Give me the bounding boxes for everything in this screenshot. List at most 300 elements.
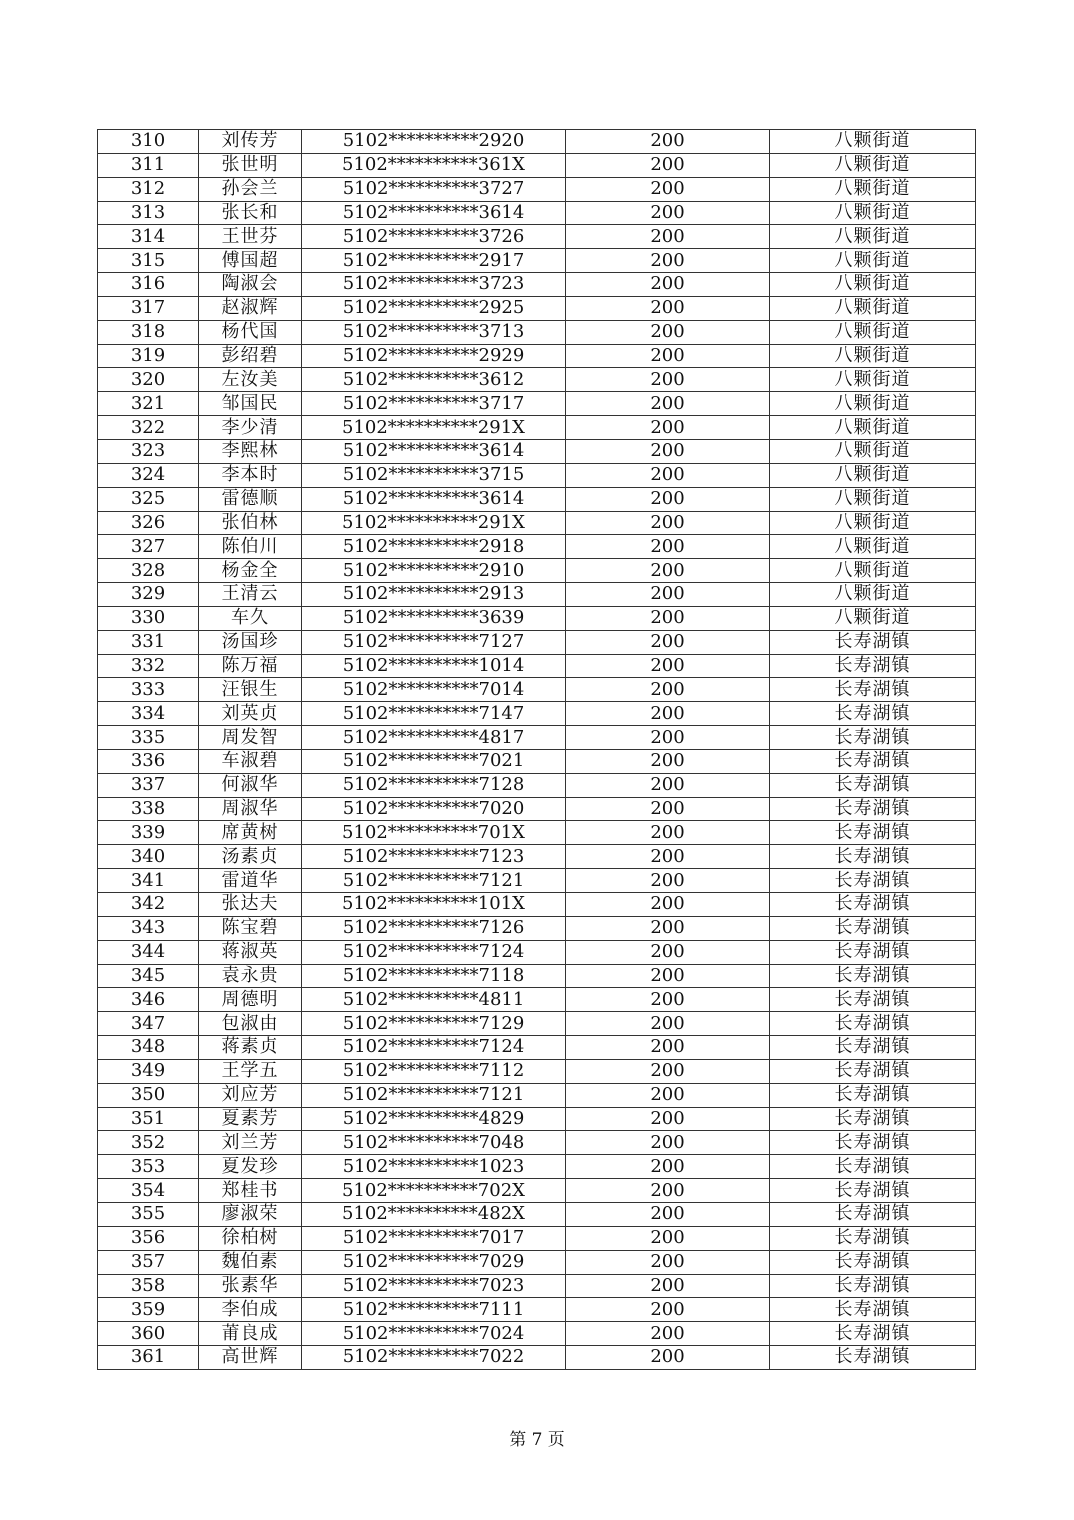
area-cell: 八颗街道 xyxy=(770,606,976,630)
name-cell: 汤国珍 xyxy=(199,630,302,654)
table-row xyxy=(98,177,976,201)
name-cell: 汤素贞 xyxy=(199,845,302,869)
amount-cell: 200 xyxy=(566,916,770,940)
row-number-cell: 318 xyxy=(98,320,199,344)
amount-cell: 200 xyxy=(566,487,770,511)
area-cell: 八颗街道 xyxy=(770,439,976,463)
amount-cell: 200 xyxy=(566,177,770,201)
name-cell: 彭绍碧 xyxy=(199,344,302,368)
name-cell: 王学五 xyxy=(199,1059,302,1083)
id-number-cell: 5102**********3726 xyxy=(302,225,566,249)
name-cell: 周淑华 xyxy=(199,797,302,821)
row-number-cell: 353 xyxy=(98,1155,199,1179)
area-cell: 长寿湖镇 xyxy=(770,988,976,1012)
row-number-cell: 361 xyxy=(98,1346,199,1370)
name-cell: 陈伯川 xyxy=(199,535,302,559)
row-number-cell: 325 xyxy=(98,487,199,511)
name-cell: 张素华 xyxy=(199,1274,302,1298)
id-number-cell: 5102**********7127 xyxy=(302,630,566,654)
amount-cell: 200 xyxy=(566,630,770,654)
name-cell: 蒋素贞 xyxy=(199,1036,302,1060)
amount-cell: 200 xyxy=(566,988,770,1012)
table-row xyxy=(98,559,976,583)
name-cell: 李熙林 xyxy=(199,439,302,463)
table-row xyxy=(98,1226,976,1250)
name-cell: 蒋淑英 xyxy=(199,940,302,964)
row-number-cell: 326 xyxy=(98,511,199,535)
table-row xyxy=(98,416,976,440)
id-number-cell: 5102**********482X xyxy=(302,1202,566,1226)
name-cell: 傅国超 xyxy=(199,249,302,273)
area-cell: 八颗街道 xyxy=(770,320,976,344)
amount-cell: 200 xyxy=(566,797,770,821)
id-number-cell: 5102**********7112 xyxy=(302,1059,566,1083)
row-number-cell: 322 xyxy=(98,416,199,440)
table-row xyxy=(98,678,976,702)
id-number-cell: 5102**********7048 xyxy=(302,1131,566,1155)
table-row xyxy=(98,344,976,368)
row-number-cell: 335 xyxy=(98,726,199,750)
amount-cell: 200 xyxy=(566,559,770,583)
table-row xyxy=(98,893,976,917)
area-cell: 八颗街道 xyxy=(770,583,976,607)
amount-cell: 200 xyxy=(566,678,770,702)
name-cell: 周发智 xyxy=(199,726,302,750)
amount-cell: 200 xyxy=(566,1107,770,1131)
area-cell: 八颗街道 xyxy=(770,487,976,511)
id-number-cell: 5102**********4817 xyxy=(302,726,566,750)
table-row xyxy=(98,797,976,821)
amount-cell: 200 xyxy=(566,1346,770,1370)
table-row xyxy=(98,1083,976,1107)
name-cell: 赵淑辉 xyxy=(199,296,302,320)
area-cell: 长寿湖镇 xyxy=(770,845,976,869)
area-cell: 八颗街道 xyxy=(770,130,976,154)
id-number-cell: 5102**********3612 xyxy=(302,368,566,392)
area-cell: 八颗街道 xyxy=(770,344,976,368)
id-number-cell: 5102**********101X xyxy=(302,893,566,917)
amount-cell: 200 xyxy=(566,869,770,893)
amount-cell: 200 xyxy=(566,535,770,559)
table-row xyxy=(98,225,976,249)
area-cell: 长寿湖镇 xyxy=(770,1107,976,1131)
row-number-cell: 319 xyxy=(98,344,199,368)
row-number-cell: 338 xyxy=(98,797,199,821)
id-number-cell: 5102**********3639 xyxy=(302,606,566,630)
name-cell: 包淑由 xyxy=(199,1012,302,1036)
table-row xyxy=(98,749,976,773)
table-row xyxy=(98,1107,976,1131)
area-cell: 长寿湖镇 xyxy=(770,1250,976,1274)
amount-cell: 200 xyxy=(566,1012,770,1036)
table-row xyxy=(98,1346,976,1370)
amount-cell: 200 xyxy=(566,225,770,249)
row-number-cell: 316 xyxy=(98,273,199,297)
area-cell: 八颗街道 xyxy=(770,225,976,249)
area-cell: 长寿湖镇 xyxy=(770,773,976,797)
row-number-cell: 348 xyxy=(98,1036,199,1060)
amount-cell: 200 xyxy=(566,130,770,154)
id-number-cell: 5102**********3713 xyxy=(302,320,566,344)
table-row xyxy=(98,201,976,225)
area-cell: 八颗街道 xyxy=(770,416,976,440)
name-cell: 莆良成 xyxy=(199,1322,302,1346)
row-number-cell: 345 xyxy=(98,964,199,988)
amount-cell: 200 xyxy=(566,821,770,845)
area-cell: 长寿湖镇 xyxy=(770,654,976,678)
row-number-cell: 343 xyxy=(98,916,199,940)
id-number-cell: 5102**********4811 xyxy=(302,988,566,1012)
id-number-cell: 5102**********291X xyxy=(302,511,566,535)
amount-cell: 200 xyxy=(566,1179,770,1203)
name-cell: 左汝美 xyxy=(199,368,302,392)
area-cell: 长寿湖镇 xyxy=(770,1131,976,1155)
amount-cell: 200 xyxy=(566,273,770,297)
table-row xyxy=(98,821,976,845)
id-number-cell: 5102**********361X xyxy=(302,153,566,177)
amount-cell: 200 xyxy=(566,1059,770,1083)
id-number-cell: 5102**********3614 xyxy=(302,201,566,225)
amount-cell: 200 xyxy=(566,153,770,177)
table-row xyxy=(98,249,976,273)
row-number-cell: 358 xyxy=(98,1274,199,1298)
amount-cell: 200 xyxy=(566,1250,770,1274)
name-cell: 李少清 xyxy=(199,416,302,440)
row-number-cell: 355 xyxy=(98,1202,199,1226)
id-number-cell: 5102**********7014 xyxy=(302,678,566,702)
area-cell: 长寿湖镇 xyxy=(770,869,976,893)
name-cell: 廖淑荣 xyxy=(199,1202,302,1226)
area-cell: 长寿湖镇 xyxy=(770,1036,976,1060)
name-cell: 邹国民 xyxy=(199,392,302,416)
table-row xyxy=(98,630,976,654)
area-cell: 长寿湖镇 xyxy=(770,797,976,821)
table-row xyxy=(98,130,976,154)
amount-cell: 200 xyxy=(566,893,770,917)
name-cell: 雷德顺 xyxy=(199,487,302,511)
name-cell: 王世芬 xyxy=(199,225,302,249)
amount-cell: 200 xyxy=(566,654,770,678)
amount-cell: 200 xyxy=(566,1083,770,1107)
id-number-cell: 5102**********7029 xyxy=(302,1250,566,1274)
row-number-cell: 349 xyxy=(98,1059,199,1083)
area-cell: 八颗街道 xyxy=(770,535,976,559)
row-number-cell: 317 xyxy=(98,296,199,320)
table-row xyxy=(98,439,976,463)
row-number-cell: 341 xyxy=(98,869,199,893)
table-row xyxy=(98,869,976,893)
amount-cell: 200 xyxy=(566,702,770,726)
name-cell: 夏发珍 xyxy=(199,1155,302,1179)
table-row xyxy=(98,273,976,297)
name-cell: 刘应芳 xyxy=(199,1083,302,1107)
table-row xyxy=(98,940,976,964)
id-number-cell: 5102**********7124 xyxy=(302,940,566,964)
id-number-cell: 5102**********7118 xyxy=(302,964,566,988)
row-number-cell: 310 xyxy=(98,130,199,154)
name-cell: 车淑碧 xyxy=(199,749,302,773)
amount-cell: 200 xyxy=(566,463,770,487)
table-row xyxy=(98,1322,976,1346)
table-row xyxy=(98,988,976,1012)
row-number-cell: 344 xyxy=(98,940,199,964)
amount-cell: 200 xyxy=(566,368,770,392)
area-cell: 长寿湖镇 xyxy=(770,964,976,988)
table-row xyxy=(98,1131,976,1155)
id-number-cell: 5102**********7017 xyxy=(302,1226,566,1250)
table-row xyxy=(98,487,976,511)
name-cell: 李伯成 xyxy=(199,1298,302,1322)
area-cell: 长寿湖镇 xyxy=(770,1346,976,1370)
amount-cell: 200 xyxy=(566,1131,770,1155)
name-cell: 陶淑会 xyxy=(199,273,302,297)
table-row xyxy=(98,964,976,988)
id-number-cell: 5102**********2929 xyxy=(302,344,566,368)
table-row xyxy=(98,1250,976,1274)
area-cell: 长寿湖镇 xyxy=(770,726,976,750)
area-cell: 长寿湖镇 xyxy=(770,1155,976,1179)
id-number-cell: 5102**********7023 xyxy=(302,1274,566,1298)
id-number-cell: 5102**********7129 xyxy=(302,1012,566,1036)
id-number-cell: 5102**********7111 xyxy=(302,1298,566,1322)
amount-cell: 200 xyxy=(566,964,770,988)
name-cell: 陈万福 xyxy=(199,654,302,678)
table-row xyxy=(98,1036,976,1060)
table-row xyxy=(98,1298,976,1322)
row-number-cell: 321 xyxy=(98,392,199,416)
amount-cell: 200 xyxy=(566,344,770,368)
id-number-cell: 5102**********3614 xyxy=(302,487,566,511)
name-cell: 孙会兰 xyxy=(199,177,302,201)
id-number-cell: 5102**********2910 xyxy=(302,559,566,583)
table-row xyxy=(98,916,976,940)
id-number-cell: 5102**********702X xyxy=(302,1179,566,1203)
area-cell: 八颗街道 xyxy=(770,177,976,201)
row-number-cell: 359 xyxy=(98,1298,199,1322)
id-number-cell: 5102**********7024 xyxy=(302,1322,566,1346)
id-number-cell: 5102**********291X xyxy=(302,416,566,440)
row-number-cell: 336 xyxy=(98,749,199,773)
table-row xyxy=(98,392,976,416)
table-row xyxy=(98,845,976,869)
name-cell: 杨代国 xyxy=(199,320,302,344)
amount-cell: 200 xyxy=(566,940,770,964)
row-number-cell: 313 xyxy=(98,201,199,225)
id-number-cell: 5102**********1014 xyxy=(302,654,566,678)
area-cell: 长寿湖镇 xyxy=(770,1322,976,1346)
row-number-cell: 334 xyxy=(98,702,199,726)
roster-table-body xyxy=(98,130,976,1370)
area-cell: 长寿湖镇 xyxy=(770,1274,976,1298)
row-number-cell: 350 xyxy=(98,1083,199,1107)
name-cell: 张达夫 xyxy=(199,893,302,917)
id-number-cell: 5102**********7022 xyxy=(302,1346,566,1370)
amount-cell: 200 xyxy=(566,1202,770,1226)
name-cell: 王清云 xyxy=(199,583,302,607)
row-number-cell: 354 xyxy=(98,1179,199,1203)
row-number-cell: 327 xyxy=(98,535,199,559)
amount-cell: 200 xyxy=(566,583,770,607)
row-number-cell: 347 xyxy=(98,1012,199,1036)
area-cell: 长寿湖镇 xyxy=(770,1012,976,1036)
name-cell: 席黄树 xyxy=(199,821,302,845)
table-row xyxy=(98,535,976,559)
name-cell: 周德明 xyxy=(199,988,302,1012)
table-row xyxy=(98,654,976,678)
roster-table xyxy=(97,129,976,1370)
name-cell: 张世明 xyxy=(199,153,302,177)
name-cell: 杨金全 xyxy=(199,559,302,583)
name-cell: 夏素芳 xyxy=(199,1107,302,1131)
area-cell: 八颗街道 xyxy=(770,392,976,416)
area-cell: 八颗街道 xyxy=(770,463,976,487)
name-cell: 郑桂书 xyxy=(199,1179,302,1203)
row-number-cell: 324 xyxy=(98,463,199,487)
amount-cell: 200 xyxy=(566,511,770,535)
table-row xyxy=(98,320,976,344)
row-number-cell: 346 xyxy=(98,988,199,1012)
area-cell: 长寿湖镇 xyxy=(770,1083,976,1107)
id-number-cell: 5102**********7147 xyxy=(302,702,566,726)
id-number-cell: 5102**********7123 xyxy=(302,845,566,869)
row-number-cell: 320 xyxy=(98,368,199,392)
table-row xyxy=(98,583,976,607)
amount-cell: 200 xyxy=(566,1298,770,1322)
id-number-cell: 5102**********7126 xyxy=(302,916,566,940)
name-cell: 车久 xyxy=(199,606,302,630)
name-cell: 汪银生 xyxy=(199,678,302,702)
id-number-cell: 5102**********3723 xyxy=(302,273,566,297)
id-number-cell: 5102**********3614 xyxy=(302,439,566,463)
amount-cell: 200 xyxy=(566,392,770,416)
id-number-cell: 5102**********2913 xyxy=(302,583,566,607)
area-cell: 八颗街道 xyxy=(770,511,976,535)
row-number-cell: 360 xyxy=(98,1322,199,1346)
row-number-cell: 314 xyxy=(98,225,199,249)
row-number-cell: 311 xyxy=(98,153,199,177)
id-number-cell: 5102**********2920 xyxy=(302,130,566,154)
name-cell: 高世辉 xyxy=(199,1346,302,1370)
name-cell: 刘兰芳 xyxy=(199,1131,302,1155)
row-number-cell: 340 xyxy=(98,845,199,869)
name-cell: 袁永贵 xyxy=(199,964,302,988)
id-number-cell: 5102**********7124 xyxy=(302,1036,566,1060)
amount-cell: 200 xyxy=(566,249,770,273)
id-number-cell: 5102**********2918 xyxy=(302,535,566,559)
area-cell: 长寿湖镇 xyxy=(770,630,976,654)
amount-cell: 200 xyxy=(566,606,770,630)
table-row xyxy=(98,368,976,392)
row-number-cell: 352 xyxy=(98,1131,199,1155)
name-cell: 刘传芳 xyxy=(199,130,302,154)
row-number-cell: 339 xyxy=(98,821,199,845)
table-row xyxy=(98,1012,976,1036)
row-number-cell: 333 xyxy=(98,678,199,702)
row-number-cell: 357 xyxy=(98,1250,199,1274)
area-cell: 八颗街道 xyxy=(770,201,976,225)
area-cell: 长寿湖镇 xyxy=(770,1179,976,1203)
name-cell: 张伯林 xyxy=(199,511,302,535)
area-cell: 八颗街道 xyxy=(770,273,976,297)
id-number-cell: 5102**********4829 xyxy=(302,1107,566,1131)
row-number-cell: 351 xyxy=(98,1107,199,1131)
table-row xyxy=(98,296,976,320)
area-cell: 长寿湖镇 xyxy=(770,702,976,726)
amount-cell: 200 xyxy=(566,749,770,773)
table-row xyxy=(98,702,976,726)
name-cell: 张长和 xyxy=(199,201,302,225)
area-cell: 长寿湖镇 xyxy=(770,749,976,773)
name-cell: 李本时 xyxy=(199,463,302,487)
row-number-cell: 328 xyxy=(98,559,199,583)
amount-cell: 200 xyxy=(566,1274,770,1298)
id-number-cell: 5102**********7021 xyxy=(302,749,566,773)
id-number-cell: 5102**********3727 xyxy=(302,177,566,201)
area-cell: 八颗街道 xyxy=(770,249,976,273)
name-cell: 何淑华 xyxy=(199,773,302,797)
table-row xyxy=(98,1179,976,1203)
row-number-cell: 332 xyxy=(98,654,199,678)
page-number: 第 7 页 xyxy=(509,1430,565,1450)
id-number-cell: 5102**********7121 xyxy=(302,869,566,893)
row-number-cell: 356 xyxy=(98,1226,199,1250)
amount-cell: 200 xyxy=(566,1155,770,1179)
id-number-cell: 5102**********2917 xyxy=(302,249,566,273)
table-row xyxy=(98,606,976,630)
row-number-cell: 337 xyxy=(98,773,199,797)
area-cell: 长寿湖镇 xyxy=(770,893,976,917)
amount-cell: 200 xyxy=(566,1322,770,1346)
area-cell: 八颗街道 xyxy=(770,559,976,583)
table-row xyxy=(98,153,976,177)
area-cell: 长寿湖镇 xyxy=(770,678,976,702)
id-number-cell: 5102**********2925 xyxy=(302,296,566,320)
area-cell: 长寿湖镇 xyxy=(770,1059,976,1083)
amount-cell: 200 xyxy=(566,845,770,869)
row-number-cell: 330 xyxy=(98,606,199,630)
table-row xyxy=(98,463,976,487)
amount-cell: 200 xyxy=(566,726,770,750)
amount-cell: 200 xyxy=(566,320,770,344)
table-row xyxy=(98,511,976,535)
amount-cell: 200 xyxy=(566,416,770,440)
table-row xyxy=(98,773,976,797)
id-number-cell: 5102**********3715 xyxy=(302,463,566,487)
amount-cell: 200 xyxy=(566,773,770,797)
table-row xyxy=(98,726,976,750)
amount-cell: 200 xyxy=(566,1036,770,1060)
area-cell: 八颗街道 xyxy=(770,153,976,177)
id-number-cell: 5102**********7128 xyxy=(302,773,566,797)
id-number-cell: 5102**********1023 xyxy=(302,1155,566,1179)
name-cell: 徐柏树 xyxy=(199,1226,302,1250)
area-cell: 长寿湖镇 xyxy=(770,1226,976,1250)
area-cell: 八颗街道 xyxy=(770,296,976,320)
name-cell: 刘英贞 xyxy=(199,702,302,726)
row-number-cell: 323 xyxy=(98,439,199,463)
area-cell: 长寿湖镇 xyxy=(770,916,976,940)
table-row xyxy=(98,1059,976,1083)
row-number-cell: 315 xyxy=(98,249,199,273)
row-number-cell: 342 xyxy=(98,893,199,917)
area-cell: 长寿湖镇 xyxy=(770,1298,976,1322)
row-number-cell: 329 xyxy=(98,583,199,607)
id-number-cell: 5102**********7020 xyxy=(302,797,566,821)
area-cell: 长寿湖镇 xyxy=(770,940,976,964)
id-number-cell: 5102**********3717 xyxy=(302,392,566,416)
table-row xyxy=(98,1274,976,1298)
amount-cell: 200 xyxy=(566,201,770,225)
